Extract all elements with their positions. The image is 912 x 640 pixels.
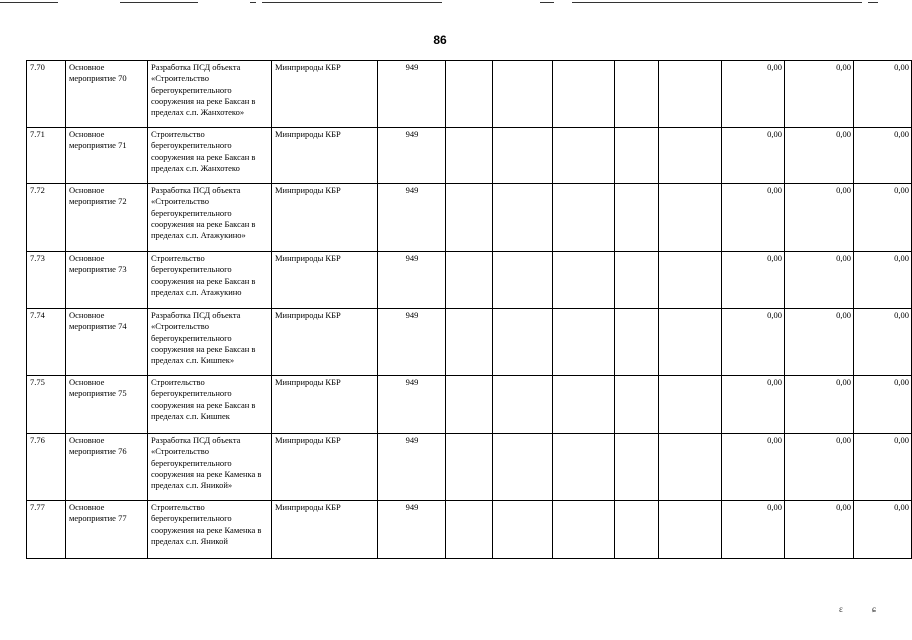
scan-top-line [540,2,554,3]
scan-artifact: ɛ [839,604,843,614]
executor: Минприроды КБР [272,434,378,501]
empty-cell [659,434,722,501]
budget-code: 949 [378,128,446,184]
empty-cell [615,252,659,309]
value-3: 0,00 [854,501,912,559]
empty-cell [446,309,493,376]
budget-code: 949 [378,501,446,559]
executor: Минприроды КБР [272,61,378,128]
empty-cell [446,184,493,252]
value-3: 0,00 [854,184,912,252]
empty-cell [493,501,553,559]
scan-top-line [572,2,862,3]
value-1: 0,00 [722,61,785,128]
empty-cell [659,309,722,376]
value-3: 0,00 [854,434,912,501]
empty-cell [446,434,493,501]
executor: Минприроды КБР [272,501,378,559]
value-2: 0,00 [785,128,854,184]
scan-top-line [120,2,198,3]
empty-cell [615,184,659,252]
empty-cell [493,376,553,434]
empty-cell [493,252,553,309]
budget-code: 949 [378,309,446,376]
table-row [27,184,912,252]
row-id: 7.70 [27,61,66,128]
empty-cell [659,184,722,252]
empty-cell [493,128,553,184]
measure-name: Строительство берегоукрепительного сооружения на реке Каменка в пределах с.п. Яникой [148,501,272,559]
value-2: 0,00 [785,434,854,501]
executor: Минприроды КБР [272,128,378,184]
measure-name: Строительство берегоукрепительного сооружения на реке Баксан в пределах с.п. Жанхотеко [148,128,272,184]
empty-cell [553,309,615,376]
value-1: 0,00 [722,128,785,184]
empty-cell [659,128,722,184]
value-1: 0,00 [722,434,785,501]
value-3: 0,00 [854,376,912,434]
empty-cell [446,128,493,184]
empty-cell [493,184,553,252]
row-id: 7.73 [27,252,66,309]
measures-table [26,60,912,559]
row-id: 7.77 [27,501,66,559]
empty-cell [493,61,553,128]
measure-type: Основное мероприятие 72 [66,184,148,252]
value-2: 0,00 [785,252,854,309]
empty-cell [446,61,493,128]
measure-type: Основное мероприятие 71 [66,128,148,184]
executor: Минприроды КБР [272,309,378,376]
measure-name: Разработка ПСД объекта «Строительство берегоукрепительного сооружения на реке Баксан в пределах с.п. Атажукино» [148,184,272,252]
value-1: 0,00 [722,376,785,434]
table-row [27,434,912,501]
budget-code: 949 [378,434,446,501]
value-3: 0,00 [854,128,912,184]
row-id: 7.76 [27,434,66,501]
budget-code: 949 [378,376,446,434]
value-3: 0,00 [854,61,912,128]
measure-type: Основное мероприятие 76 [66,434,148,501]
measure-type: Основное мероприятие 75 [66,376,148,434]
row-id: 7.71 [27,128,66,184]
scan-top-line [0,2,58,3]
empty-cell [615,434,659,501]
scan-top-line [262,2,442,3]
empty-cell [615,61,659,128]
empty-cell [615,501,659,559]
empty-cell [615,376,659,434]
measure-type: Основное мероприятие 74 [66,309,148,376]
budget-code: 949 [378,61,446,128]
empty-cell [493,309,553,376]
empty-cell [446,501,493,559]
executor: Минприроды КБР [272,184,378,252]
value-2: 0,00 [785,61,854,128]
empty-cell [553,128,615,184]
empty-cell [553,501,615,559]
empty-cell [446,252,493,309]
table-row [27,309,912,376]
row-id: 7.74 [27,309,66,376]
measure-name: Строительство берегоукрепительного сооружения на реке Баксан в пределах с.п. Кишпек [148,376,272,434]
scan-top-line [868,2,878,3]
value-3: 0,00 [854,309,912,376]
row-id: 7.72 [27,184,66,252]
value-3: 0,00 [854,252,912,309]
measure-type: Основное мероприятие 73 [66,252,148,309]
value-1: 0,00 [722,184,785,252]
empty-cell [615,309,659,376]
value-2: 0,00 [785,184,854,252]
table-row [27,376,912,434]
empty-cell [553,61,615,128]
empty-cell [659,501,722,559]
scan-top-line [250,2,256,3]
measure-type: Основное мероприятие 70 [66,61,148,128]
empty-cell [446,376,493,434]
empty-cell [659,61,722,128]
scan-artifact: ɕ [872,604,876,614]
executor: Минприроды КБР [272,376,378,434]
measure-type: Основное мероприятие 77 [66,501,148,559]
empty-cell [553,376,615,434]
empty-cell [553,434,615,501]
executor: Минприроды КБР [272,252,378,309]
table-row [27,128,912,184]
measure-name: Строительство берегоукрепительного сооружения на реке Баксан в пределах с.п. Атажукино [148,252,272,309]
measure-name: Разработка ПСД объекта «Строительство берегоукрепительного сооружения на реке Баксан в пределах с.п. Кишпек» [148,309,272,376]
empty-cell [659,252,722,309]
row-id: 7.75 [27,376,66,434]
empty-cell [493,434,553,501]
budget-code: 949 [378,184,446,252]
table-row [27,501,912,559]
empty-cell [659,376,722,434]
page-number: 86 [433,33,447,47]
measure-name: Разработка ПСД объекта «Строительство берегоукрепительного сооружения на реке Каменка в пределах с.п. Яникой» [148,434,272,501]
budget-code: 949 [378,252,446,309]
measure-name: Разработка ПСД объекта «Строительство берегоукрепительного сооружения на реке Баксан в пределах с.п. Жанхотеко» [148,61,272,128]
empty-cell [553,184,615,252]
value-2: 0,00 [785,501,854,559]
empty-cell [553,252,615,309]
table-row [27,61,912,128]
empty-cell [615,128,659,184]
value-1: 0,00 [722,309,785,376]
value-2: 0,00 [785,309,854,376]
value-2: 0,00 [785,376,854,434]
table-row [27,252,912,309]
value-1: 0,00 [722,252,785,309]
value-1: 0,00 [722,501,785,559]
